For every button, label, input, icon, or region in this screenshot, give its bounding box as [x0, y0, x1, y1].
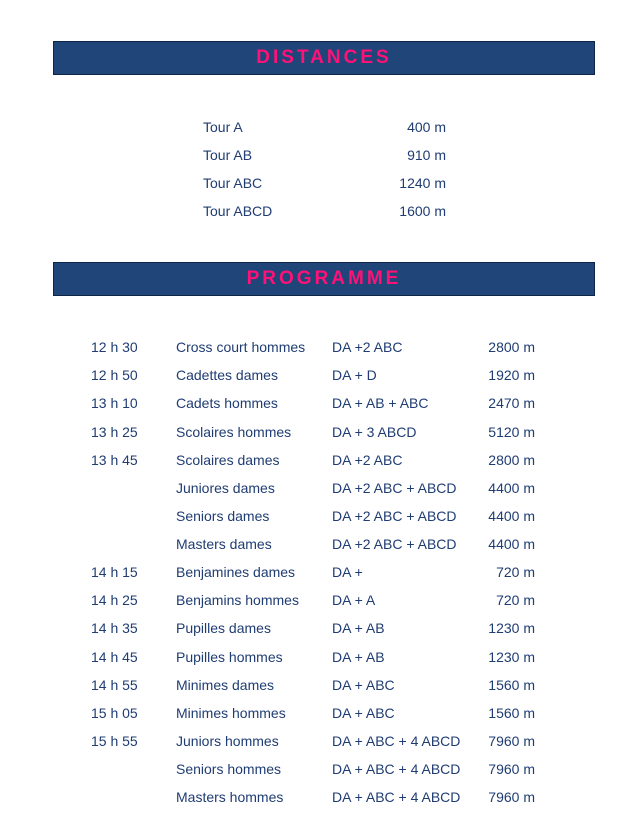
distance-row: [203, 201, 446, 221]
race-route: DA + ABC: [332, 705, 395, 721]
race-category: Minimes hommes: [176, 705, 286, 721]
start-time: 12 h 30: [91, 339, 138, 355]
programme-row: [0, 703, 640, 723]
race-category: Juniors hommes: [176, 733, 279, 749]
tour-name: Tour ABCD: [203, 203, 273, 219]
start-time: 13 h 45: [91, 452, 138, 468]
race-route: DA +2 ABC + ABCD: [332, 508, 457, 524]
start-time: 14 h 25: [91, 592, 138, 608]
programme-title: PROGRAMME: [246, 268, 402, 289]
race-length: 2800 m: [488, 339, 535, 355]
programme-row: [0, 647, 640, 667]
race-length: 4400 m: [488, 508, 535, 524]
race-length: 1560 m: [488, 705, 535, 721]
race-category: Pupilles hommes: [176, 649, 283, 665]
race-category: Benjamines dames: [176, 564, 296, 580]
start-time: 14 h 35: [91, 620, 138, 636]
race-category: Minimes dames: [176, 677, 275, 693]
race-category: Benjamins hommes: [176, 592, 299, 608]
start-time: 12 h 50: [91, 367, 138, 383]
race-category: Scolaires hommes: [176, 424, 292, 440]
race-length: 1560 m: [488, 677, 535, 693]
race-length: 7960 m: [488, 733, 535, 749]
tour-length: 1240 m: [399, 175, 446, 191]
race-route: DA + AB: [332, 620, 385, 636]
start-time: 13 h 10: [91, 395, 138, 411]
programme-row: [0, 365, 640, 385]
programme-row: [0, 590, 640, 610]
race-category: Cadettes dames: [176, 367, 278, 383]
programme-row: [0, 450, 640, 470]
race-length: 1230 m: [488, 620, 535, 636]
distances-title: DISTANCES: [256, 47, 392, 68]
race-route: DA + ABC: [332, 677, 395, 693]
race-route: DA + 3 ABCD: [332, 424, 417, 440]
programme-row: [0, 787, 640, 807]
start-time: 14 h 45: [91, 649, 138, 665]
race-category: Seniors hommes: [176, 761, 282, 777]
race-length: 5120 m: [488, 424, 535, 440]
race-route: DA + AB + ABC: [332, 395, 429, 411]
race-route: DA + ABC + 4 ABCD: [332, 789, 461, 805]
distance-row: [203, 117, 446, 137]
programme-row: [0, 562, 640, 582]
race-route: DA +2 ABC + ABCD: [332, 480, 457, 496]
programme-row: [0, 478, 640, 498]
race-category: Juniores dames: [176, 480, 275, 496]
race-length: 4400 m: [488, 480, 535, 496]
race-length: 2800 m: [488, 452, 535, 468]
race-category: Masters dames: [176, 536, 272, 552]
tour-name: Tour ABC: [203, 175, 263, 191]
race-category: Pupilles dames: [176, 620, 271, 636]
tour-name: Tour AB: [203, 147, 253, 163]
race-length: 720 m: [496, 592, 535, 608]
race-route: DA + ABC + 4 ABCD: [332, 733, 461, 749]
programme-banner: [53, 262, 595, 296]
race-category: Masters hommes: [176, 789, 284, 805]
distance-row: [203, 145, 446, 165]
race-route: DA + A: [332, 592, 376, 608]
race-length: 1920 m: [488, 367, 535, 383]
race-length: 7960 m: [488, 789, 535, 805]
distance-row: [203, 173, 446, 193]
tour-name: Tour A: [203, 119, 243, 135]
race-route: DA + AB: [332, 649, 385, 665]
programme-row: [0, 618, 640, 638]
race-category: Cadets hommes: [176, 395, 278, 411]
programme-row: [0, 506, 640, 526]
race-category: Scolaires dames: [176, 452, 280, 468]
tour-length: 1600 m: [399, 203, 446, 219]
programme-row: [0, 337, 640, 357]
programme-row: [0, 675, 640, 695]
distances-banner: [53, 41, 595, 75]
programme-row: [0, 534, 640, 554]
race-length: 7960 m: [488, 761, 535, 777]
race-route: DA + ABC + 4 ABCD: [332, 761, 461, 777]
programme-row: [0, 759, 640, 779]
race-route: DA + D: [332, 367, 377, 383]
race-route: DA +2 ABC: [332, 452, 403, 468]
start-time: 14 h 15: [91, 564, 138, 580]
race-length: 2470 m: [488, 395, 535, 411]
race-length: 1230 m: [488, 649, 535, 665]
start-time: 15 h 55: [91, 733, 138, 749]
start-time: 14 h 55: [91, 677, 138, 693]
race-route: DA +2 ABC + ABCD: [332, 536, 457, 552]
start-time: 15 h 05: [91, 705, 138, 721]
start-time: 13 h 25: [91, 424, 138, 440]
programme-row: [0, 731, 640, 751]
race-category: Seniors dames: [176, 508, 270, 524]
tour-length: 910 m: [407, 147, 446, 163]
programme-row: [0, 422, 640, 442]
race-length: 720 m: [496, 564, 535, 580]
programme-row: [0, 393, 640, 413]
race-category: Cross court hommes: [176, 339, 306, 355]
race-route: DA +: [332, 564, 363, 580]
race-length: 4400 m: [488, 536, 535, 552]
tour-length: 400 m: [407, 119, 446, 135]
race-route: DA +2 ABC: [332, 339, 403, 355]
